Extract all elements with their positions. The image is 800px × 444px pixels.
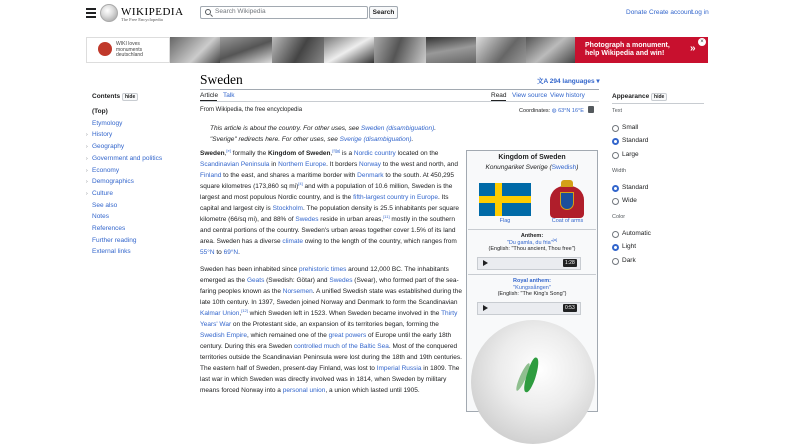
color-radio[interactable]: [612, 258, 619, 265]
hatnote-1: [210, 123, 472, 134]
flag-of-sweden[interactable]: [479, 183, 531, 216]
bold-term: Sweden: [200, 150, 225, 157]
article-link[interactable]: Finland: [200, 172, 222, 179]
color-option-label[interactable]: Dark: [622, 256, 636, 264]
anthem-footnote[interactable]: [a]: [552, 236, 558, 242]
chevron-right-icon[interactable]: ›: [86, 155, 88, 162]
color-radio[interactable]: [612, 231, 619, 238]
color-option-label[interactable]: Light: [622, 243, 637, 251]
tab-talk[interactable]: Talk: [223, 92, 235, 99]
article-link[interactable]: prehistoric times: [299, 266, 347, 273]
chevron-right-icon[interactable]: ›: [86, 144, 88, 151]
banner-photo: [526, 37, 575, 63]
toc-item[interactable]: Notes: [92, 213, 109, 221]
footnote-ref[interactable]: [336, 148, 340, 153]
article-link[interactable]: climate: [282, 238, 303, 245]
site-subtitle: From Wikipedia, the free encyclopedia: [200, 107, 303, 113]
hatnote-link[interactable]: Sweden (disambiguation): [360, 125, 435, 132]
footnote-ref[interactable]: [383, 214, 389, 219]
width-section-label: Width: [612, 168, 627, 174]
lead-paragraph-1: Sweden,[e] formally the Kingdom of Sweden,[f][g] is a Nordic country located on the Scandinavian Peninsula in Northern Europe. It borders Norway to the west and north, and Finland to the east, and shares a maritime border with Denmark to the south. At 450,295 square kilometres (173,860 sq mi)[4] and with a population of 10.6 million, Sweden is the largest and most populous Nordic country, and is the fifth-largest country in Europe. Its capital and largest city is Stockholm. The population density is 25.5 inhabitants per square kilometre (66/sq mi), and 88% of Swedes reside in urban areas,[11] mostly in the southern and central portions of the country. Sweden's urban areas together cover 1.5% of its land area. Sweden has a diverse climate owing to the length of the country, which ranges from 55°N to 69°N.: [200, 147, 459, 256]
camera-icon: [98, 42, 112, 56]
toc-item[interactable]: References: [92, 225, 126, 232]
create-account-link[interactable]: Create account: [649, 9, 694, 16]
hatnote-text: "Sverige" redirects here. For other uses, see: [210, 136, 340, 143]
translate-icon: 文A: [537, 78, 548, 85]
hatnote-text: .: [411, 136, 414, 143]
title-divider: [200, 89, 599, 90]
toc-item[interactable]: See also: [92, 201, 118, 209]
article-link[interactable]: [f]: [332, 147, 336, 153]
banner-photo: [374, 37, 426, 63]
article-link[interactable]: 69°N: [223, 249, 239, 256]
coordinates-value[interactable]: 63°N 16°E: [558, 108, 584, 114]
text-option-label[interactable]: Small: [622, 124, 639, 131]
search-icon: [205, 9, 211, 15]
donate-link[interactable]: Donate: [626, 9, 647, 16]
infobox-divider: [468, 274, 596, 275]
toc-item[interactable]: Government and politics: [92, 154, 163, 162]
color-option-label[interactable]: Automatic: [622, 230, 651, 237]
article-link[interactable]: fifth-largest country in Europe: [353, 194, 438, 201]
chevron-right-icon[interactable]: ›: [86, 179, 88, 186]
article-link[interactable]: Geats: [246, 277, 265, 284]
appearance-title: [612, 93, 667, 101]
color-section-label: Color: [612, 214, 626, 220]
royal-anthem-block: [466, 278, 598, 298]
appearance-hide-button[interactable]: hide: [651, 93, 667, 101]
wikipedia-wordmark[interactable]: WIKIPEDIA: [121, 6, 184, 18]
toc-item[interactable]: Geography: [92, 143, 125, 151]
tab-view-history[interactable]: View history: [550, 92, 585, 99]
footnote-ref[interactable]: [298, 181, 302, 186]
banner-logo-line: monuments: [116, 46, 143, 53]
wikipedia-tagline: The Free Encyclopedia: [121, 17, 163, 22]
anthem-link[interactable]: "Du gamla, du fria": [506, 239, 553, 246]
article-link[interactable]: Norway: [359, 161, 382, 168]
play-icon[interactable]: [483, 305, 488, 311]
chevron-right-icon[interactable]: ›: [86, 190, 88, 197]
play-icon[interactable]: [483, 260, 488, 266]
article-link[interactable]: [g]: [335, 147, 341, 153]
banner-close-icon[interactable]: ×: [698, 38, 706, 46]
toc-item[interactable]: Etymology: [92, 119, 123, 127]
coat-of-arms-caption[interactable]: Coat of arms: [551, 218, 584, 224]
toc-item[interactable]: External links: [92, 248, 131, 256]
language-count: 294 languages: [549, 78, 595, 85]
native-name-text: Konungariket Sverige: [485, 164, 548, 171]
article-link[interactable]: Swedish Empire: [200, 332, 247, 339]
hatnote-2: [210, 134, 472, 145]
article-link[interactable]: [12]: [241, 307, 248, 313]
article-link[interactable]: [e]: [226, 147, 231, 153]
appearance-title-text: Appearance: [612, 93, 650, 100]
article-link[interactable]: great powers: [328, 332, 367, 339]
wikipedia-globe-icon[interactable]: [100, 4, 118, 22]
lead-paragraph-2: Sweden has been inhabited since prehistoric times around 12,000 BC. The inhabitants emerged as the Geats (Swedish: Götar) and Swedes (Svear), who formed part of the sea-faring peoples known as the Norsemen. A unified Swedish state was established during the late 10th century. In 1397, Sweden joined Norway and Denmark to form the Scandinavian Kalmar Union,[12] which Sweden left in 1523. When Sweden became involved in the Thirty Years' War on the Protestant side, an expansion of its territories began, forming the Swedish Empire, which remained one of the great powers of Europe until the early 18th century. During this era Sweden controlled much of the Baltic Sea. Most of the conquered territories outside the Scandinavian Peninsula were lost during the 18th and 19th centuries. The eastern half of Sweden, present-day Finland, was lost to Imperial Russia in 1809. The last war in which Sweden was directly involved was in 1814, when Sweden by military means forced Norway into a personal union, a union which lasted until 1905.: [200, 266, 462, 394]
search-button[interactable]: Search: [369, 6, 398, 19]
toc-hide-button[interactable]: hide: [122, 93, 138, 101]
royal-anthem-link[interactable]: "Kungssången": [513, 284, 551, 291]
hatnote-text: This article is about the country. For other uses, see: [210, 125, 361, 132]
royal-anthem-duration: 0:53: [565, 305, 575, 311]
footnote-ref[interactable]: [226, 148, 230, 153]
article-link[interactable]: Swedes: [295, 216, 319, 223]
width-radio[interactable]: [612, 185, 619, 192]
article-link[interactable]: Scandinavian Peninsula: [200, 161, 270, 168]
flag-caption[interactable]: Flag: [499, 218, 511, 224]
toc-title-text: Contents: [92, 93, 121, 100]
infobox-divider: [468, 229, 596, 230]
article-link[interactable]: Thirty Years' War: [200, 310, 458, 328]
coat-of-arms[interactable]: [550, 180, 584, 218]
chevron-right-icon[interactable]: ›: [86, 132, 88, 139]
search-input[interactable]: Search Wikipedia: [215, 8, 266, 15]
width-option-label[interactable]: Standard: [622, 184, 649, 191]
hatnote-link[interactable]: Sverige (disambiguation): [339, 136, 412, 143]
toc-item[interactable]: Further reading: [92, 236, 137, 244]
toc-item[interactable]: History: [92, 131, 113, 139]
article-link[interactable]: personal union: [282, 387, 326, 394]
toc-item[interactable]: (Top): [92, 108, 108, 115]
infobox-native-name: Konungariket Sverige (Swedish): [485, 164, 579, 171]
toc-title: [92, 93, 138, 101]
toc-item[interactable]: Demographics: [92, 178, 134, 186]
chevron-right-icon[interactable]: ›: [86, 167, 88, 174]
banner-photo: [426, 37, 476, 63]
text-radio[interactable]: [612, 138, 619, 145]
toc-item[interactable]: Culture: [92, 189, 113, 197]
hatnote-text: .: [434, 125, 437, 132]
royal-anthem-label[interactable]: Royal anthem:: [513, 278, 551, 284]
toc-item[interactable]: Economy: [92, 166, 120, 174]
anthem-duration: 1:28: [565, 260, 575, 266]
globe-icon: ◍: [551, 108, 557, 114]
text-option-label[interactable]: Standard: [622, 137, 649, 145]
main-menu-icon[interactable]: [86, 8, 96, 18]
native-language-link[interactable]: Swedish: [551, 164, 577, 171]
text-radio[interactable]: [612, 152, 619, 159]
banner-photo: [476, 37, 526, 63]
page-title: Sweden: [200, 72, 243, 87]
chevron-down-icon: ▾: [596, 78, 600, 85]
width-option-label[interactable]: Wide: [622, 197, 637, 205]
text-radio[interactable]: [612, 125, 619, 132]
anthem-label: Anthem:: [520, 233, 544, 239]
article-link[interactable]: Northern Europe: [278, 161, 327, 168]
tab-article[interactable]: Article: [200, 92, 219, 99]
banner-logo-line: WIKI loves: [116, 41, 140, 47]
article-link[interactable]: Imperial Russia: [376, 365, 422, 372]
banner-cta-text[interactable]: Photograph a monument, help Wikipedia and win!: [585, 42, 670, 57]
article-link[interactable]: Stockholm: [272, 205, 303, 212]
bold-term: Kingdom of Sweden: [268, 150, 331, 157]
infobox-title: Kingdom of Sweden: [498, 154, 566, 161]
tab-view-source[interactable]: View source: [512, 92, 548, 99]
article-link[interactable]: Nordic country: [353, 150, 396, 157]
tab-read[interactable]: Read: [491, 92, 507, 99]
coordinates[interactable]: [519, 108, 584, 114]
royal-anthem-english: (English: "The King's Song"): [497, 291, 567, 297]
banner-arrow-icon[interactable]: »: [690, 43, 696, 54]
article-link[interactable]: Norsemen: [282, 288, 313, 295]
article-link[interactable]: [11]: [383, 213, 390, 219]
padlock-icon[interactable]: [588, 106, 594, 113]
article-link[interactable]: controlled much of the Baltic Sea: [293, 343, 389, 350]
banner-logo-line: deutschland: [116, 52, 143, 58]
color-radio[interactable]: [612, 244, 619, 251]
banner-photo: [324, 37, 374, 63]
text-section-label: Text: [612, 108, 623, 114]
language-button[interactable]: [537, 76, 600, 85]
coordinates-label: Coordinates:: [519, 108, 551, 114]
banner-photo: [272, 37, 324, 63]
banner-photo: [220, 37, 272, 63]
width-radio[interactable]: [612, 198, 619, 205]
article-link[interactable]: Kalmar Union: [200, 310, 240, 317]
banner-photo: [170, 37, 220, 63]
article-link[interactable]: Denmark: [357, 172, 384, 179]
footnote-ref[interactable]: [241, 308, 248, 313]
text-option-label[interactable]: Large: [622, 150, 639, 158]
anthem-block: [466, 233, 598, 253]
tabs-divider: [200, 101, 599, 102]
article-link[interactable]: 55°N: [200, 249, 215, 256]
anthem-english: (English: "Thou ancient, Thou free"): [488, 246, 576, 252]
article-link[interactable]: [4]: [298, 180, 303, 186]
appearance-divider: [612, 103, 704, 104]
article-link[interactable]: Swedes: [329, 277, 353, 284]
login-link[interactable]: Log in: [691, 9, 709, 16]
